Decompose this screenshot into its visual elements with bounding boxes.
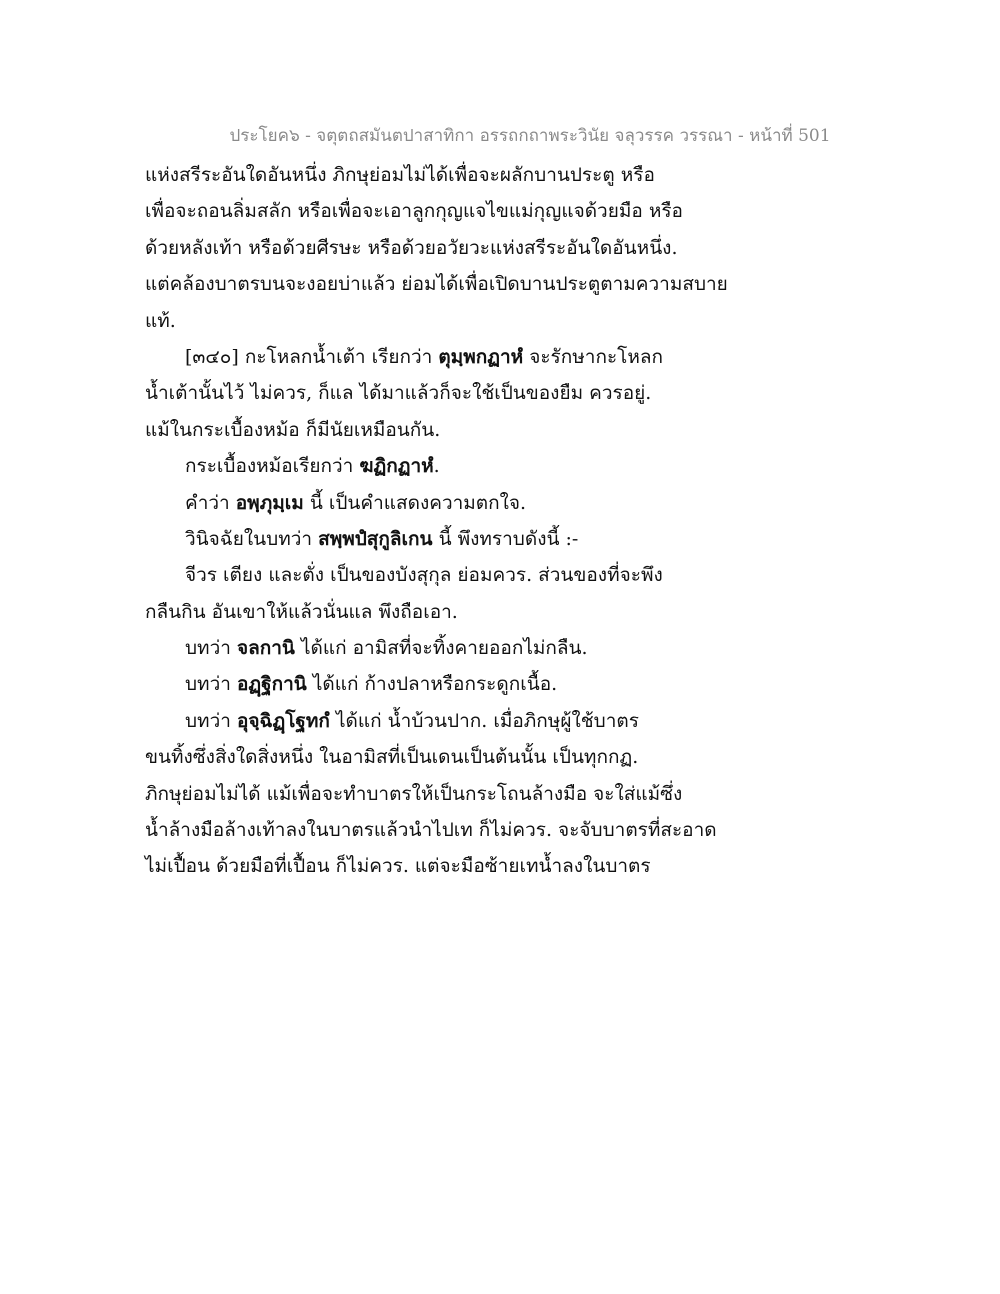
text-span: ได้แก่ น้ำบ้วนปาก. เมื่อภิกษุผู้ใช้บาตร (329, 709, 639, 732)
text-line (145, 266, 745, 302)
text-span: คำว่า (185, 491, 236, 514)
pali-term: ฆฏิกฏาหํ (359, 455, 434, 478)
pali-term: จลกานิ (236, 637, 295, 660)
text-span: น้ำเต้านั้นไว้ ไม่ควร, ก็แล ได้มาแล้วก็จะใช้เป็นของยืม ควรอยู่. (145, 382, 652, 405)
text-span: ได้แก่ ก้างปลาหรือกระดูกเนื้อ. (306, 673, 558, 696)
text-line (145, 303, 745, 339)
text-line (145, 557, 745, 593)
text-line (145, 339, 745, 375)
text-line (145, 630, 745, 666)
pali-term: อพฺภุมฺเม (235, 491, 304, 514)
text-span: แต่คล้องบาตรบนจะงอยบ่าแล้ว ย่อมได้เพื่อเปิดบานประตูตามความสบาย (145, 273, 728, 296)
text-span: แห่งสรีระอันใดอันหนึ่ง ภิกษุย่อมไม่ได้เพื่อจะผลักบานประตู หรือ (145, 164, 655, 186)
text-span: บทว่า (185, 637, 237, 660)
text-span: บทว่า (185, 709, 237, 732)
text-span: แม้ในกระเบื้องหม้อ ก็มีนัยเหมือนกัน. (145, 418, 441, 441)
text-line (145, 812, 745, 848)
body-text (145, 157, 745, 885)
text-span: ด้วยหลังเท้า หรือด้วยศีรษะ หรือด้วยอวัยวะแห่งสรีระอันใดอันหนึ่ง. (145, 236, 678, 259)
text-line (145, 157, 745, 193)
text-span: บทว่า (185, 673, 237, 696)
text-line (145, 703, 745, 739)
text-line (145, 230, 745, 266)
text-span: เพื่อจะถอนลิ่มสลัก หรือเพื่อจะเอาลูกกุญแจไขแม่กุญแจด้วยมือ หรือ (145, 200, 683, 223)
text-line (145, 848, 745, 884)
text-line (145, 776, 745, 812)
text-line (145, 739, 745, 775)
text-line (145, 666, 745, 702)
text-line (145, 375, 745, 411)
pali-term: สพฺพปํสุกูลิเกน (318, 527, 433, 550)
pali-term: อฏฺฐิกานิ (236, 673, 307, 696)
text-span: วินิจฉัยในบทว่า (185, 527, 319, 550)
page-header: ประโยค๖ - จตุตถสมันตปาสาทิกา อรรถกถาพระวินัย จลุวรรค วรรณา - หน้าที่ 501 (229, 126, 831, 146)
text-line (145, 448, 745, 484)
text-span: จะรักษากะโหลก (523, 345, 664, 368)
text-line (145, 412, 745, 448)
text-line (145, 485, 745, 521)
text-span: น้ำล้างมือล้างเท้าลงในบาตรแล้วนำไปเท ก็ไม่ควร. จะจับบาตรที่สะอาด (145, 819, 717, 842)
text-line (145, 521, 745, 557)
text-span: ภิกษุย่อมไม่ได้ แม้เพื่อจะทำบาตรให้เป็นกระโถนล้างมือ จะใส่แม้ซึ่ง (145, 782, 683, 805)
pali-term: อุจฺฉิฏฺโฐทกํ (236, 709, 330, 732)
text-line (145, 193, 745, 229)
text-span: . (433, 455, 440, 478)
text-span: นี้ เป็นคำแสดงความตกใจ. (303, 491, 527, 514)
text-span: [๓๔๐] กะโหลกน้ำเต้า เรียกว่า (185, 345, 439, 368)
text-span: แท้. (145, 309, 176, 332)
text-span: ไม่เปื้อน ด้วยมือที่เปื้อน ก็ไม่ควร. แต่จะมือซ้ายเทน้ำลงในบาตร (145, 855, 651, 878)
text-span: กระเบื้องหม้อเรียกว่า (185, 455, 360, 478)
text-span: ขนทิ้งซึ่งสิ่งใดสิ่งหนึ่ง ในอามิสที่เป็นเดนเป็นต้นนั้น เป็นทุกกฏ. (145, 746, 639, 769)
text-span: กลืนกิน อันเขาให้แล้วนั่นแล พึงถือเอา. (145, 600, 458, 623)
text-span: จีวร เตียง และตั่ง เป็นของบังสุกุล ย่อมควร. ส่วนของที่จะพึง (185, 564, 663, 587)
text-span: นี้ พึงทราบดังนี้ :- (432, 527, 579, 550)
text-line (145, 594, 745, 630)
pali-term: ตุมฺพกฏาหํ (438, 345, 524, 368)
text-span: ได้แก่ อามิสที่จะทิ้งคายออกไม่กลืน. (294, 637, 588, 660)
